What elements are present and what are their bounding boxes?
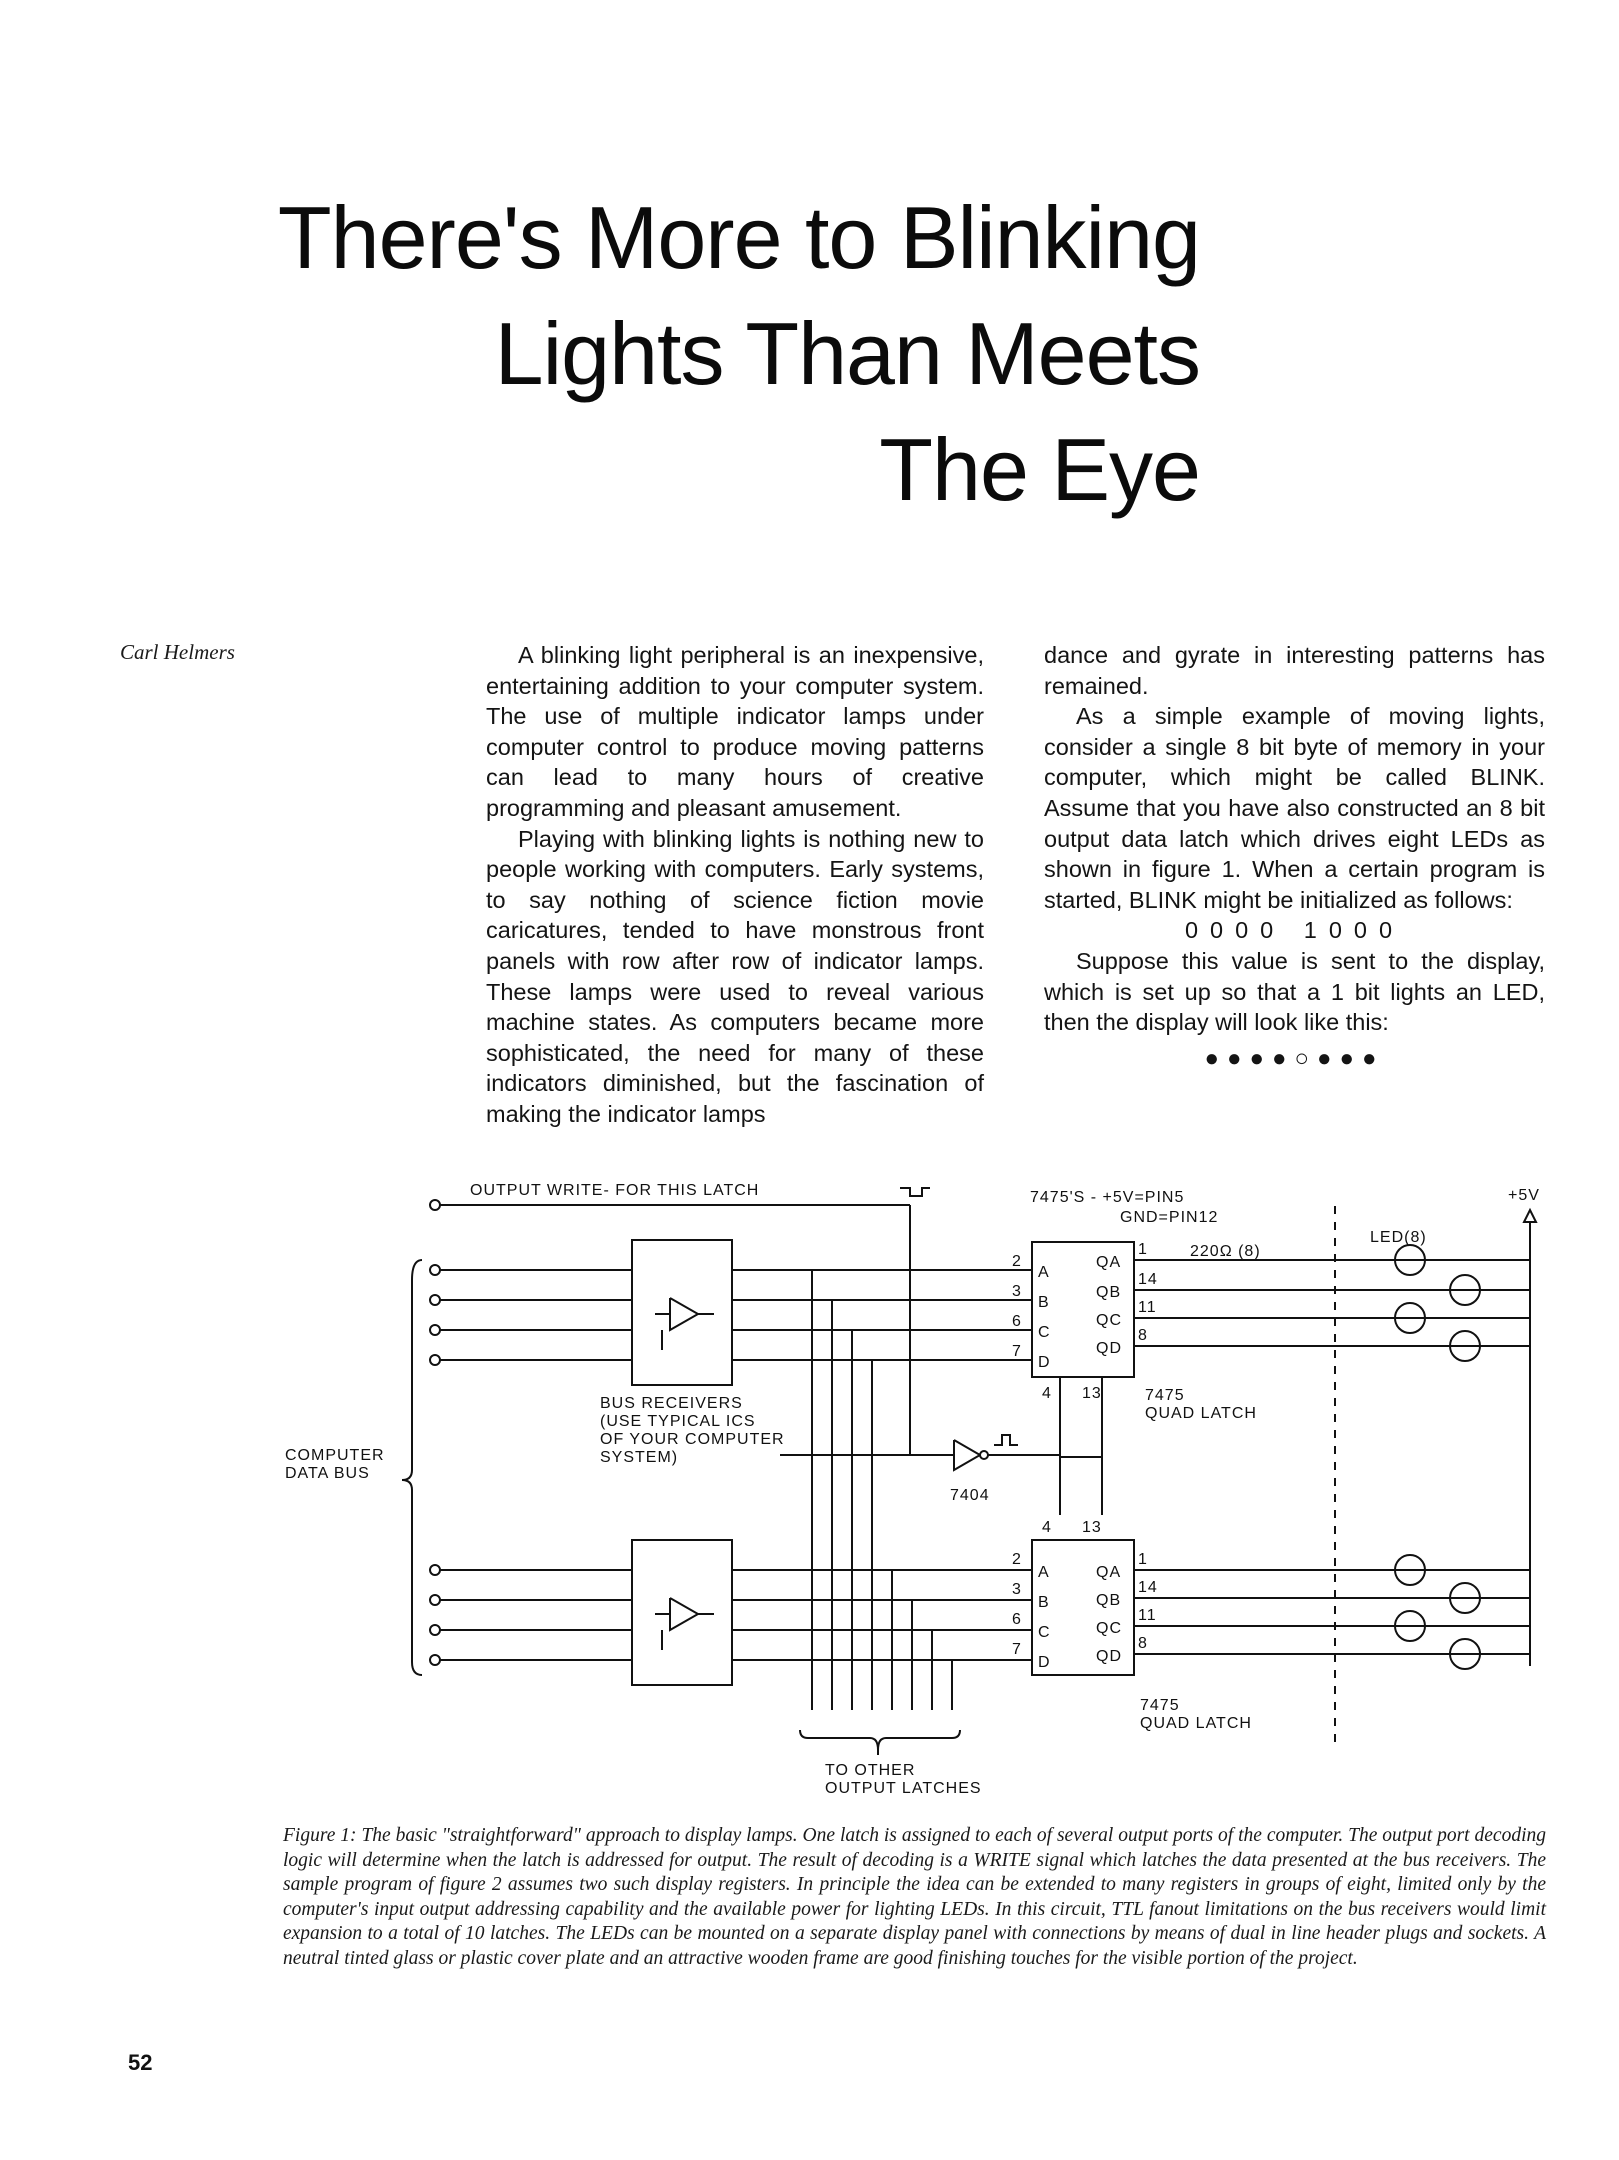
- paragraph: Playing with blinking lights is nothing new to people working with computers. Early systems, to say nothing of science fiction movie caricatures, tended to have monstrous front panels with row after row of indicator lamps. These lamps were used to reveal various machine states. As computers became more sophisticated, the need for many of these indicators diminished, but the fascination of making the indicator lamps: [486, 825, 984, 1127]
- latch-output-qa: QA: [1096, 1564, 1122, 1581]
- pin-label: 6: [1012, 1611, 1022, 1628]
- to-other-label: OUTPUT LATCHES: [825, 1780, 982, 1797]
- latch-output-qd: QD: [1096, 1648, 1122, 1665]
- bus-receivers-label: OF YOUR COMPUTER: [600, 1431, 785, 1448]
- pin-label: 4: [1042, 1519, 1052, 1536]
- pin-label: 8: [1138, 1327, 1148, 1344]
- pin-label: 14: [1138, 1271, 1158, 1288]
- led-label: LED(8): [1370, 1229, 1427, 1246]
- author-byline: Carl Helmers: [120, 640, 235, 664]
- latch-output-qc: QC: [1096, 1312, 1122, 1329]
- pin-label: 11: [1138, 1299, 1157, 1316]
- to-other-label: TO OTHER: [825, 1762, 916, 1779]
- pin-label: 7: [1012, 1641, 1022, 1658]
- circuit-diagram: [270, 1170, 1570, 1810]
- pin-label: 8: [1138, 1635, 1148, 1652]
- lamp-icon: ●: [1227, 1044, 1250, 1072]
- pin-label: 11: [1138, 1607, 1157, 1624]
- latch-input-b: B: [1038, 1294, 1050, 1311]
- lamp-icon: ●: [1204, 1044, 1227, 1072]
- latch-input-c: C: [1038, 1624, 1051, 1641]
- latch-input-d: D: [1038, 1654, 1051, 1671]
- plus-5v-label: +5V: [1508, 1187, 1540, 1204]
- pin-label: 4: [1042, 1385, 1052, 1402]
- latch-input-c: C: [1038, 1324, 1051, 1341]
- latch-input-d: D: [1038, 1354, 1051, 1371]
- latch-input-a: A: [1038, 1564, 1050, 1581]
- lamp-icon: ●: [1317, 1044, 1340, 1072]
- body-column-right: [1044, 640, 1545, 1074]
- latch-output-qd: QD: [1096, 1340, 1122, 1357]
- lamp-icon: ●: [1249, 1044, 1272, 1072]
- pin-label: 14: [1138, 1579, 1158, 1596]
- pin-label: 3: [1012, 1581, 1022, 1598]
- figure-caption: Figure 1: The basic "straightforward" approach to display lamps. One latch is assigned to each of several output ports of the computer. The output port decoding logic will determine when the latch is addressed for output. The result of decoding is a WRITE signal which latches the data presented at the bus receivers. The sample program of figure 2 assumes two such display registers. In principle the idea can be extended to many registers in groups of eight, limited only by the computer's input output addressing capability and the available power for lighting LEDs. In this circuit, TTL fanout limitations on the bus receivers would limit expansion to a total of 10 latches. The LEDs can be mounted on a separate display panel with connections by means of dual in line header plugs and sockets. A neutral tinted glass or plastic cover plate and an attractive wooden frame are good finishing touches for the visible portion of the project.: [283, 1825, 1546, 1969]
- paragraph: dance and gyrate in interesting patterns has remained.: [1044, 642, 1545, 699]
- pin-label: 6: [1012, 1313, 1022, 1330]
- latch-output-qb: QB: [1096, 1592, 1122, 1609]
- paragraph: As a simple example of moving lights, consider a single 8 bit byte of memory in your computer, which might be called BLINK. Assume that you have also constructed an 8 bit output data latch which drives eight LEDs as shown in figure 1. When a certain program is started, BLINK might be initialized as follows:: [1044, 703, 1545, 913]
- pin-label: 2: [1012, 1253, 1022, 1270]
- resistor-label: 220Ω (8): [1190, 1243, 1261, 1260]
- latch-output-qa: QA: [1096, 1254, 1122, 1271]
- chip-note-1: 7475'S - +5V=PIN5: [1030, 1189, 1185, 1206]
- pin-label: 13: [1082, 1519, 1102, 1536]
- pin-label: 13: [1082, 1385, 1102, 1402]
- latch-name-bottom: QUAD LATCH: [1140, 1715, 1252, 1732]
- latch-name-top: 7475: [1145, 1387, 1185, 1404]
- body-column-left: [486, 640, 984, 1130]
- title-line-3: The Eye: [879, 420, 1200, 519]
- latch-output-qb: QB: [1096, 1284, 1122, 1301]
- paragraph: A blinking light peripheral is an inexpensive, entertaining addition to your computer system. The use of multiple indicator lamps under computer control to produce moving patterns can lead to many hours of creative programming and pleasant amusement.: [486, 642, 984, 821]
- lamp-icon: ●: [1339, 1044, 1362, 1072]
- pin-label: 1: [1138, 1551, 1148, 1568]
- lamp-pattern: [1044, 1044, 1545, 1075]
- latch-name-top: QUAD LATCH: [1145, 1405, 1257, 1422]
- paragraph: Suppose this value is sent to the display, which is set up so that a 1 bit lights an LED, then the display will look like this:: [1044, 947, 1545, 1036]
- pin-label: 3: [1012, 1283, 1022, 1300]
- bus-receivers-label: (USE TYPICAL ICS: [600, 1413, 756, 1430]
- page-number: 52: [128, 2050, 153, 2075]
- blink-value: 0000 1000: [1184, 917, 1405, 944]
- pin-label: 1: [1138, 1241, 1148, 1258]
- computer-bus-label: DATA BUS: [285, 1465, 370, 1482]
- lamp-icon: ○: [1294, 1044, 1317, 1072]
- pin-label: 7: [1012, 1343, 1022, 1360]
- inverter-label: 7404: [950, 1487, 990, 1504]
- title-line-2: Lights Than Meets: [494, 304, 1200, 403]
- lamp-icon: ●: [1272, 1044, 1295, 1072]
- latch-input-b: B: [1038, 1594, 1050, 1611]
- output-write-label: OUTPUT WRITE- FOR THIS LATCH: [470, 1182, 760, 1199]
- article-title: [240, 180, 1200, 528]
- latch-name-bottom: 7475: [1140, 1697, 1180, 1714]
- latch-input-a: A: [1038, 1264, 1050, 1281]
- lamp-icon: ●: [1362, 1044, 1385, 1072]
- bus-receivers-label: SYSTEM): [600, 1449, 679, 1466]
- title-line-1: There's More to Blinking: [277, 188, 1200, 287]
- bus-receivers-label: BUS RECEIVERS: [600, 1395, 743, 1412]
- latch-output-qc: QC: [1096, 1620, 1122, 1637]
- pin-label: 2: [1012, 1551, 1022, 1568]
- computer-bus-label: COMPUTER: [285, 1447, 385, 1464]
- chip-note-2: GND=PIN12: [1120, 1209, 1219, 1226]
